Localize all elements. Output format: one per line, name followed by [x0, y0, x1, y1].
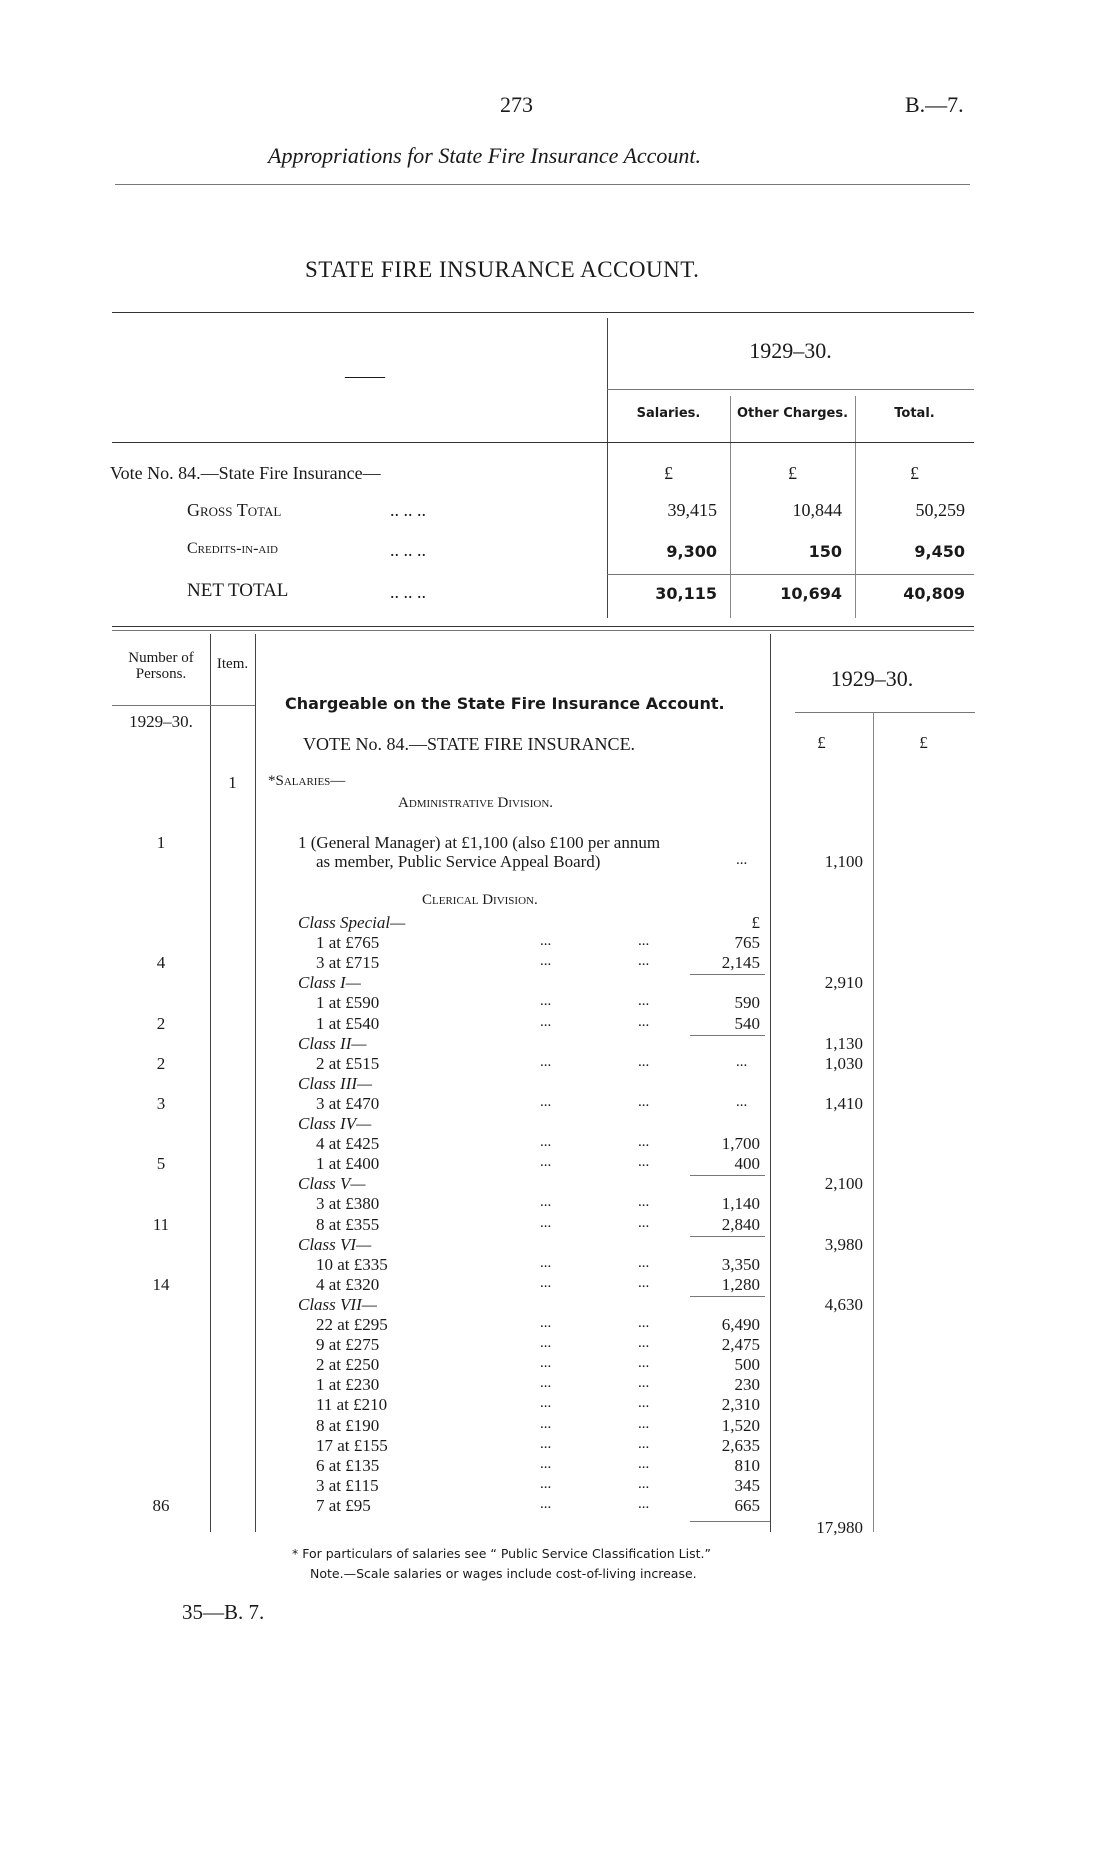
salary-line-text: 9 at £275: [316, 1335, 380, 1354]
salary-line-dots: ...: [638, 1054, 650, 1070]
salary-line-dots: ...: [638, 993, 650, 1009]
persons-year: 1929–30.: [129, 712, 193, 731]
salary-line-text: 11 at £210: [316, 1395, 388, 1414]
salary-line-amount: 2,635: [721, 1436, 760, 1455]
salary-line-dots: ...: [540, 933, 552, 949]
salary-line-amount: 345: [734, 1476, 760, 1495]
page-title: STATE FIRE INSURANCE ACCOUNT.: [305, 257, 700, 282]
credits-in-aid-other: 150: [808, 542, 842, 561]
salary-line-amount: 2,475: [721, 1335, 760, 1354]
pound-total: £: [910, 463, 919, 483]
vote-heading: VOTE No. 84.—STATE FIRE INSURANCE.: [303, 734, 636, 754]
gross-total-total: 50,259: [915, 500, 965, 520]
salary-line-dots: ...: [638, 1014, 650, 1030]
class-heading: Class V—: [298, 1174, 366, 1193]
class-heading: Class VII—: [298, 1295, 377, 1314]
salary-line-amount: 540: [734, 1014, 760, 1033]
item-number: 1: [228, 773, 237, 792]
pound-sign: £: [751, 913, 760, 932]
gm-persons: 1: [156, 833, 166, 852]
salary-line-dots: ...: [540, 1476, 552, 1492]
salary-line-text: 1 at £540: [316, 1014, 380, 1033]
net-total-total: 40,809: [903, 584, 965, 603]
salary-line-dots: ...: [638, 1255, 650, 1271]
col-header-total: Total.: [894, 406, 935, 421]
page-subtitle: Appropriations for State Fire Insurance Account.: [268, 143, 702, 168]
salaries-label: *Salaries—: [268, 773, 346, 789]
clerical-division: Clerical Division.: [422, 892, 538, 908]
salary-line-text: 3 at £470: [316, 1094, 380, 1113]
salary-line-amount: 1,520: [721, 1416, 760, 1435]
summary-top-rule: [112, 312, 974, 313]
salary-line-dots: ...: [540, 1355, 552, 1371]
salary-line-dots: ...: [638, 1094, 650, 1110]
salary-line-dots: ...: [638, 1456, 650, 1472]
salary-line-text: 22 at £295: [316, 1315, 388, 1334]
gross-total-salaries: 39,415: [667, 500, 717, 520]
salary-line-dots: ...: [638, 1375, 650, 1391]
salary-line-dots: ...: [638, 1134, 650, 1150]
salary-line-text: 3 at £715: [316, 953, 380, 972]
class-heading: Class III—: [298, 1074, 373, 1093]
salary-line-amount: 500: [734, 1355, 760, 1374]
salary-line-amount: 665: [734, 1496, 760, 1515]
salary-line-text: 1 at £765: [316, 933, 380, 952]
salary-line-amount: 400: [734, 1154, 760, 1173]
salary-line-dots: ...: [540, 1315, 552, 1331]
salary-line-amount: 6,490: [721, 1315, 760, 1334]
pound-salaries: £: [664, 463, 673, 483]
credits-in-aid-salaries: 9,300: [666, 542, 717, 561]
salary-line-amount: 2,840: [721, 1215, 760, 1234]
footer-reference: 35—B. 7.: [182, 1600, 265, 1624]
header-number-of-persons: Number of Persons.: [128, 650, 194, 682]
salary-line-dots: ...: [736, 1054, 748, 1070]
class-subtotal: 2,100: [824, 1174, 863, 1193]
header-item: Item.: [216, 656, 249, 672]
salary-line-dots: ...: [540, 993, 552, 1009]
salary-line-amount: 810: [734, 1456, 760, 1475]
salary-line-text: 1 at £590: [316, 993, 380, 1012]
salary-line-text: 3 at £115: [316, 1476, 379, 1495]
gm-dots: ...: [736, 852, 748, 868]
gross-total-label: Gross Total: [187, 500, 282, 520]
salary-line-dots: ...: [638, 1194, 650, 1210]
class-subtotal: 4,630: [824, 1295, 863, 1314]
class-subtotal: 1,130: [824, 1034, 863, 1053]
salary-line-dots: ...: [540, 1154, 552, 1170]
salary-line-amount: 2,145: [721, 953, 760, 972]
salary-line-dots: ...: [540, 1134, 552, 1150]
salary-line-dots: ...: [540, 1436, 552, 1452]
class-heading: Class VI—: [298, 1235, 372, 1254]
class-subtotal: 1,410: [824, 1094, 863, 1113]
salary-line-dots: ...: [540, 1375, 552, 1391]
salary-line-amount: 1,700: [721, 1134, 760, 1153]
summary-year-header: 1929–30.: [749, 338, 832, 363]
subtotal-rule: [690, 1175, 765, 1176]
col-header-salaries: Salaries.: [636, 406, 701, 421]
salary-line-dots: ...: [540, 953, 552, 969]
salary-line-dots: ...: [540, 1416, 552, 1432]
salary-line-dots: ...: [540, 1255, 552, 1271]
persons-count: 2: [156, 1054, 166, 1073]
persons-count: 14: [152, 1275, 170, 1294]
salary-line-dots: ...: [638, 1416, 650, 1432]
salary-line-dots: ...: [638, 953, 650, 969]
salary-line-text: 4 at £320: [316, 1275, 380, 1294]
salary-line-dots: ...: [638, 1215, 650, 1231]
salary-line-dots: ...: [638, 933, 650, 949]
chargeable-heading: Chargeable on the State Fire Insurance Account.: [285, 694, 725, 713]
salary-line-dots: ...: [638, 1355, 650, 1371]
class-subtotal: 3,980: [824, 1235, 863, 1254]
summary-dash: ——: [345, 365, 385, 387]
persons-count: 11: [152, 1215, 170, 1234]
salary-line-dots: ...: [540, 1054, 552, 1070]
salary-line-amount: 3,350: [721, 1255, 760, 1274]
subtotal-rule: [690, 1236, 765, 1237]
salary-line-dots: ...: [540, 1194, 552, 1210]
credits-in-aid-total: 9,450: [914, 542, 965, 561]
salary-line-amount: 2,310: [721, 1395, 760, 1414]
detail-pound-2: £: [919, 733, 928, 752]
persons-count: 2: [156, 1014, 166, 1033]
salary-line-text: 2 at £250: [316, 1355, 380, 1374]
gm-amount: 1,100: [824, 852, 863, 871]
salary-line-dots: ...: [540, 1275, 552, 1291]
salary-line-dots: ...: [638, 1496, 650, 1512]
class-subtotal: 2,910: [824, 973, 863, 992]
net-total-salaries: 30,115: [655, 584, 717, 603]
salary-line-dots: ...: [638, 1154, 650, 1170]
salary-line-text: 3 at £380: [316, 1194, 380, 1213]
class-heading: Class II—: [298, 1034, 367, 1053]
salary-line-text: 8 at £190: [316, 1416, 380, 1435]
grand-total: 17,980: [816, 1518, 863, 1537]
document-reference: B.—7.: [905, 92, 964, 117]
salary-line-dots: ...: [638, 1335, 650, 1351]
salary-line-text: 6 at £135: [316, 1456, 380, 1475]
footnote-2: Note.—Scale salaries or wages include cost-of-living increase.: [310, 1566, 697, 1581]
col-header-other-charges: Other Charges.: [736, 406, 849, 421]
salary-line-text: 10 at £335: [316, 1255, 388, 1274]
salary-line-dots: ...: [540, 1395, 552, 1411]
administrative-division: Administrative Division.: [398, 795, 554, 811]
footnote-1: * For particulars of salaries see “ Public Service Classification List.”: [292, 1546, 711, 1561]
salary-line-dots: ...: [540, 1094, 552, 1110]
subtotal-rule: [690, 974, 765, 975]
detail-year-header: 1929–30.: [830, 666, 914, 691]
subtotal-rule: [690, 1296, 765, 1297]
salary-line-text: 1 at £230: [316, 1375, 380, 1394]
salary-line-dots: ...: [638, 1395, 650, 1411]
salary-line-text: 4 at £425: [316, 1134, 380, 1153]
gross-total-other: 10,844: [792, 500, 842, 520]
class-heading: Class Special—: [298, 913, 406, 932]
salary-line-dots: ...: [540, 1496, 552, 1512]
persons-count: 3: [156, 1094, 166, 1113]
page-number: 273: [500, 92, 533, 117]
salary-line-dots: ...: [638, 1436, 650, 1452]
net-total-other: 10,694: [780, 584, 842, 603]
salary-line-dots: ...: [540, 1215, 552, 1231]
salary-line-dots: ...: [540, 1335, 552, 1351]
credits-in-aid-dots: .. .. ..: [390, 540, 426, 560]
salary-line-dots: ...: [736, 1094, 748, 1110]
salary-line-amount: 1,280: [721, 1275, 760, 1294]
detail-pound-1: £: [817, 733, 826, 752]
credits-in-aid-label: Credits-in-aid: [187, 540, 278, 557]
salary-line-amount: 765: [734, 933, 760, 952]
salary-line-dots: ...: [638, 1275, 650, 1291]
salary-line-dots: ...: [540, 1014, 552, 1030]
persons-count: 86: [152, 1496, 170, 1515]
persons-count: 4: [156, 953, 166, 972]
salary-line-dots: ...: [638, 1315, 650, 1331]
salary-line-amount: 590: [734, 993, 760, 1012]
salary-line-dots: ...: [540, 1456, 552, 1472]
vote-label: Vote No. 84.—State Fire Insurance—: [110, 463, 381, 483]
salary-line-amount: 230: [734, 1375, 760, 1394]
salary-line-amount: 1,140: [721, 1194, 760, 1213]
salary-line-text: 8 at £355: [316, 1215, 380, 1234]
salary-line-text: 7 at £95: [316, 1496, 371, 1515]
net-total-label: NET TOTAL: [187, 580, 289, 601]
gross-total-dots: .. .. ..: [390, 500, 426, 520]
subtotal-rule: [690, 1035, 765, 1036]
class-heading: Class IV—: [298, 1114, 372, 1133]
salary-line-text: 2 at £515: [316, 1054, 380, 1073]
pound-other: £: [788, 463, 797, 483]
persons-count: 5: [156, 1154, 166, 1173]
class-heading: Class I—: [298, 973, 361, 992]
gm-line-2: as member, Public Service Appeal Board): [316, 852, 601, 871]
salary-line-text: 17 at £155: [316, 1436, 388, 1455]
gm-line-1: 1 (General Manager) at £1,100 (also £100 per annum: [298, 833, 661, 852]
net-total-dots: .. .. ..: [390, 582, 426, 602]
salary-line-text: 1 at £400: [316, 1154, 380, 1173]
class-subtotal: 1,030: [824, 1054, 863, 1073]
salary-line-dots: ...: [638, 1476, 650, 1492]
